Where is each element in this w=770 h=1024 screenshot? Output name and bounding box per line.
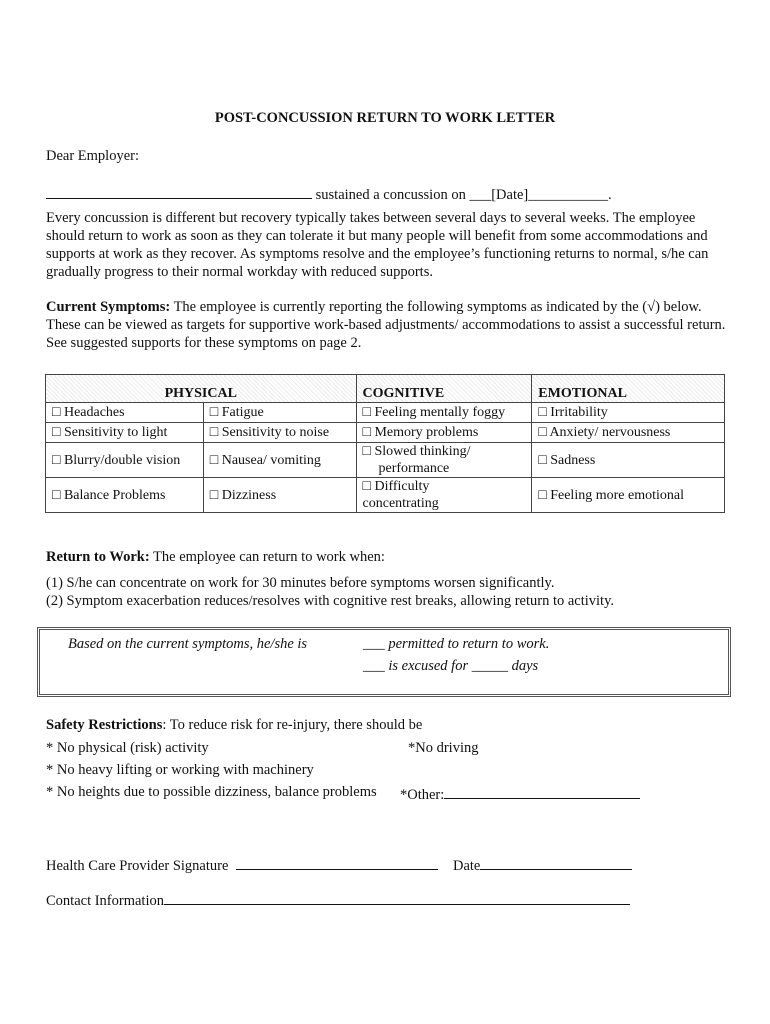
current-symptoms-text: The employee is currently reporting the following symptoms as indicated by the (√) below. These can be viewed as targets for supportive work-based adjustments/ accommodations to assist a successful return. See suggested supports for these symptoms on page 2. [46, 299, 726, 351]
symptom-checkbox-cell[interactable] [356, 478, 532, 513]
symptom-checkbox[interactable]: □ Feeling mentally foggy [356, 403, 532, 423]
header-physical: PHYSICAL [46, 375, 357, 403]
table-row [46, 423, 725, 443]
safety-item-1: * No physical (risk) activity [46, 740, 209, 756]
return-item-1: (1) S/he can concentrate on work for 30 minutes before symptoms worsen significantly. [46, 575, 555, 591]
safety-label: Safety Restrictions [46, 717, 163, 733]
table-row [46, 443, 725, 478]
date-label: Date [453, 858, 481, 874]
safety-other [400, 784, 640, 804]
salutation: Dear Employer: [46, 148, 140, 164]
header-cognitive: COGNITIVE [356, 375, 532, 403]
concussion-line [46, 184, 612, 204]
symptom-checkbox[interactable]: □ Anxiety/ nervousness [532, 423, 725, 443]
employee-name-field[interactable] [46, 184, 312, 199]
symptom-checkbox[interactable]: □ Memory problems [356, 423, 532, 443]
symptom-checkbox[interactable]: □ Sadness [532, 443, 725, 478]
contact-field[interactable] [164, 890, 630, 905]
concussion-date-text: sustained a concussion on ___[Date]___________. [315, 187, 612, 203]
symptom-checkbox[interactable]: □ Blurry/double vision [46, 443, 204, 478]
safety-item-no-driving: *No driving [408, 740, 479, 756]
table-row [46, 403, 725, 423]
date-line [453, 855, 632, 875]
symptom-checkbox[interactable]: □ Balance Problems [46, 478, 204, 513]
option-excused-prefix: ___ is excused for [363, 658, 469, 674]
symptom-checkbox[interactable]: □ Sensitivity to light [46, 423, 204, 443]
safety-heading [46, 717, 422, 734]
provider-signature-label: Health Care Provider Signature [46, 858, 229, 874]
page-title: POST-CONCUSSION RETURN TO WORK LETTER [214, 110, 556, 126]
symptom-checkbox[interactable]: □ Sensitivity to noise [203, 423, 356, 443]
contact-label: Contact Information [46, 893, 164, 909]
safety-item-3: * No heights due to possible dizziness, balance problems [46, 784, 377, 800]
option-excused[interactable] [363, 658, 538, 675]
option-excused-suffix: days [511, 658, 539, 674]
symptom-continuation: concentrating [362, 496, 439, 511]
return-to-work-heading [46, 549, 385, 566]
decision-box [37, 627, 731, 697]
return-to-work-label: Return to Work: [46, 549, 150, 565]
safety-item-2: * No heavy lifting or working with machinery [46, 762, 314, 778]
safety-other-label: *Other: [400, 787, 445, 803]
safety-text: : To reduce risk for re-injury, there should be [162, 717, 423, 733]
symptom-continuation: performance [378, 461, 450, 476]
symptom-checkbox[interactable]: □ Dizziness [203, 478, 356, 513]
return-item-2: (2) Symptom exacerbation reduces/resolves with cognitive rest breaks, allowing return to activity. [46, 593, 615, 609]
symptom-checkbox-label: □ Slowed thinking/ [362, 444, 471, 459]
symptom-checkbox[interactable]: □ Nausea/ vomiting [203, 443, 356, 478]
symptom-checkbox[interactable]: □ Headaches [46, 403, 204, 423]
decision-lead: Based on the current symptoms, he/she is [68, 636, 308, 652]
date-field[interactable] [480, 855, 632, 870]
table-header-row [46, 375, 725, 403]
symptom-checkbox[interactable]: □ Fatigue [203, 403, 356, 423]
symptom-table [45, 374, 725, 513]
symptom-checkbox[interactable]: □ Feeling more emotional [532, 478, 725, 513]
other-restriction-field[interactable] [444, 784, 640, 799]
symptom-checkbox[interactable]: □ Irritability [532, 403, 725, 423]
intro-paragraph: Every concussion is different but recovery typically takes between several days to several weeks. The employee should return to work as soon as they can tolerate it but many people will benefit from some accommodations and supports at work as they recover. As symptoms resolve and the employee’s functioning returns to normal, s/he can gradually progress to their normal workday with reduced supports. [46, 210, 709, 280]
provider-signature-field[interactable] [236, 855, 438, 870]
current-symptoms-paragraph [46, 298, 736, 352]
return-to-work-text: The employee can return to work when: [153, 549, 385, 565]
option-permitted[interactable]: ___ permitted to return to work. [363, 636, 550, 652]
symptom-checkbox-cell[interactable] [356, 443, 532, 478]
table-row [46, 478, 725, 513]
current-symptoms-label: Current Symptoms: [46, 299, 171, 315]
excused-days-field[interactable]: _____ [471, 658, 508, 674]
signature-line [46, 855, 438, 875]
symptom-checkbox-label: □ Difficulty [362, 479, 430, 494]
contact-line [46, 890, 630, 910]
header-emotional: EMOTIONAL [532, 375, 725, 403]
